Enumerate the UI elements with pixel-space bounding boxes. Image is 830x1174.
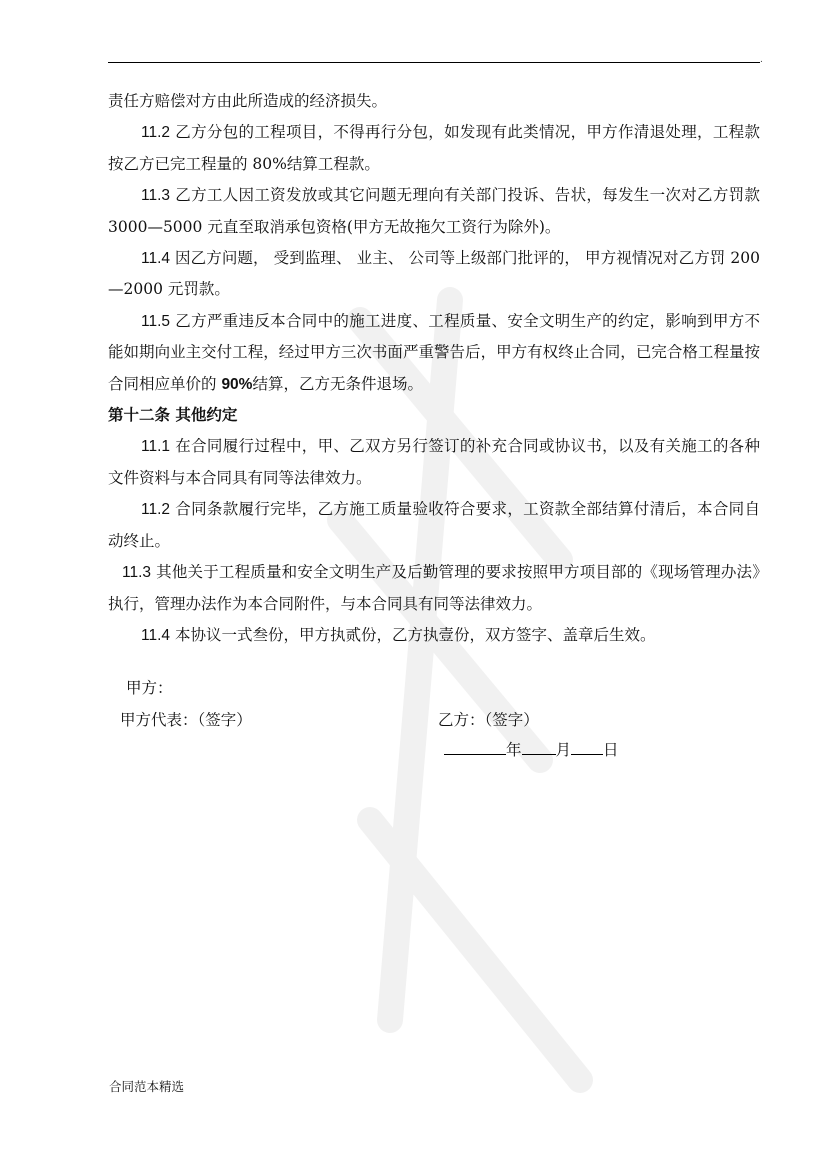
clause-12-3 <box>108 557 760 620</box>
header-corner-mark: . <box>760 55 763 65</box>
clause-text: 乙方严重违反本合同中的施工进度、工程质量、安全文明生产的约定，影响到甲方不能如期向业主交付工程，经过甲方三次书面严重警告后，甲方有权终止合同，已完合格工程量按合同相应单价的 <box>108 311 760 393</box>
clause-text: 其他关于工程质量和安全文明生产及后勤管理的要求按照甲方项目部的《现场管理办法》执行，管理办法作为本合同附件，与本合同具有同等法律效力。 <box>108 563 760 613</box>
clause-12-4 <box>108 620 760 651</box>
contract-body <box>108 86 760 651</box>
clause-12-1 <box>108 431 760 494</box>
clause-text-end: 结算，乙方无条件退场。 <box>252 374 423 393</box>
clause-11-3 <box>108 180 760 243</box>
clause-number: 11.4 <box>141 250 171 268</box>
clause-percent: 90% <box>221 375 253 393</box>
clause-11-2 <box>108 117 760 180</box>
party-a-representative-label: 甲方代表：（签字） <box>120 711 252 729</box>
clause-12-2 <box>108 494 760 557</box>
clause-number: 11.3 <box>141 187 171 205</box>
day-blank <box>571 738 603 755</box>
clause-number: 11.4 <box>141 626 171 644</box>
clause-text: 因乙方问题， 受到监理、 业主、 公司等上级部门批评的， 甲方视情况对乙方罚 200—2000 元罚款。 <box>108 249 760 299</box>
paragraph-continuation: 责任方赔偿对方由此所造成的经济损失。 <box>108 92 388 110</box>
page-footer: 合同范本精选 <box>109 1079 185 1094</box>
month-blank <box>522 738 556 755</box>
month-label: 月 <box>555 741 572 759</box>
party-b-label: 乙方：（签字） <box>438 711 539 729</box>
clause-number: 11.2 <box>141 501 171 519</box>
clause-number: 11.2 <box>141 124 171 142</box>
day-label: 日 <box>603 741 619 759</box>
clause-text: 本协议一式叁份，甲方执贰份，乙方执壹份，双方签字、盖章后生效。 <box>170 625 656 644</box>
signing-date <box>444 738 619 760</box>
clause-11-4 <box>108 243 760 306</box>
year-label: 年 <box>506 741 522 759</box>
section-12-title: 第十二条 其他约定 <box>108 406 238 425</box>
clause-number: 11.1 <box>141 438 171 456</box>
clause-number: 11.3 <box>122 564 152 582</box>
clause-text: 乙方分包的工程项目，不得再行分包，如发现有此类情况，甲方作清退处理，工程款按乙方已完工程量的 80%结算工程款。 <box>108 123 760 173</box>
clause-11-5 <box>108 306 760 400</box>
clause-text: 合同条款履行完毕，乙方施工质量验收符合要求，工资款全部结算付清后，本合同自动终止。 <box>108 500 760 550</box>
clause-text: 乙方工人因工资发放或其它问题无理向有关部门投诉、告状，每发生一次对乙方罚款 3000—5000 元直至取消承包资格(甲方无故拖欠工资行为除外)。 <box>108 186 760 236</box>
year-blank <box>444 738 506 755</box>
clause-number: 11.5 <box>141 312 171 330</box>
header-rule <box>108 62 760 63</box>
clause-text: 在合同履行过程中，甲、乙双方另行签订的补充合同或协议书，以及有关施工的各种文件资料与本合同具有同等法律效力。 <box>108 437 760 487</box>
party-a-label: 甲方： <box>126 679 173 697</box>
